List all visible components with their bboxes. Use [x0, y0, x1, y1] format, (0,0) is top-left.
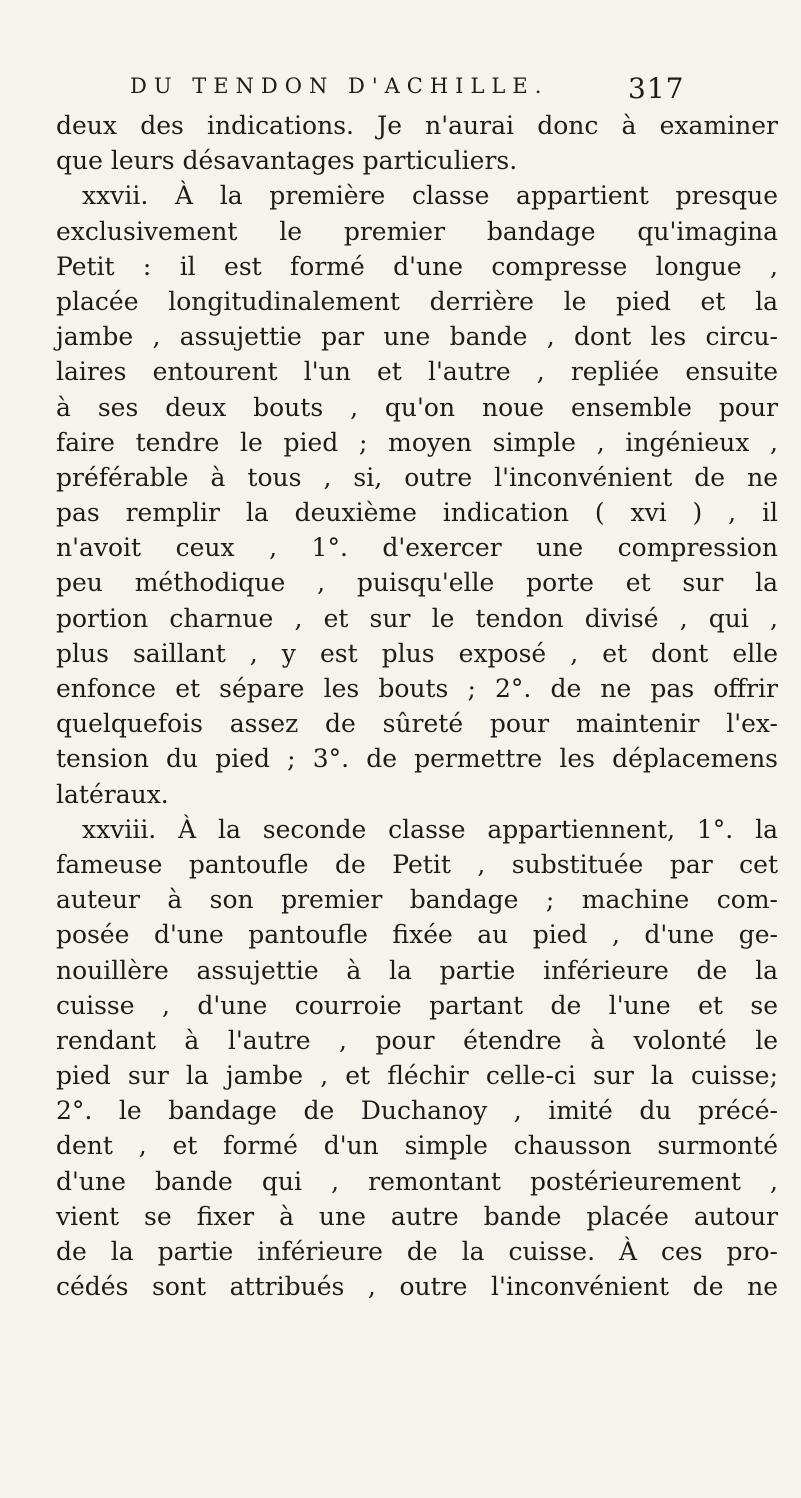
text-line: cuisse , d'une courroie partant de l'une et se	[56, 990, 778, 1020]
text-line: faire tendre le pied ; moyen simple , ingénieux ,	[56, 427, 778, 457]
text-line: jambe , assujettie par une bande , dont les circu-	[56, 322, 778, 352]
text-line: posée d'une pantoufle fixée au pied , d'une ge-	[56, 920, 778, 950]
text-line: 2°. le bandage de Duchanoy , imité du précé-	[56, 1096, 778, 1126]
text-line: exclusivement le premier bandage qu'imagina	[56, 216, 778, 246]
text-line: Petit : il est formé d'une compresse longue ,	[56, 251, 778, 281]
page-number: 317	[628, 72, 685, 105]
text-line: tension du pied ; 3°. de permettre les déplacemens	[56, 744, 778, 774]
text-line: préférable à tous , si, outre l'inconvénient de ne	[56, 462, 778, 492]
text-line: xxvii. À la première classe appartient presque	[82, 181, 778, 211]
text-line: xxviii. À la seconde classe appartiennent, 1°. la	[82, 814, 778, 844]
text-line: auteur à son premier bandage ; machine com-	[56, 885, 778, 915]
text-line: cédés sont attribués , outre l'inconvénient de ne	[56, 1272, 778, 1302]
text-line: rendant à l'autre , pour étendre à volonté le	[56, 1025, 778, 1055]
text-line: quelquefois assez de sûreté pour maintenir l'ex-	[56, 709, 778, 739]
text-line: peu méthodique , puisqu'elle porte et sur la	[56, 568, 778, 598]
text-line: vient se fixer à une autre bande placée autour	[56, 1201, 778, 1231]
running-title: DU TENDON D'ACHILLE.	[130, 74, 549, 98]
text-line: placée longitudinalement derrière le pied et la	[56, 286, 778, 316]
text-line: portion charnue , et sur le tendon divisé , qui ,	[56, 603, 778, 633]
text-line: deux des indications. Je n'aurai donc à examiner	[56, 111, 778, 140]
text-line: à ses deux bouts , qu'on noue ensemble pour	[56, 392, 778, 422]
text-line: n'avoit ceux , 1°. d'exercer une compression	[56, 533, 778, 563]
text-line: fameuse pantoufle de Petit , substituée par cet	[56, 849, 778, 879]
text-line: que leurs désavantages particuliers.	[56, 146, 518, 176]
body-text	[56, 108, 778, 1304]
text-line: pas remplir la deuxième indication ( xvi ) , il	[56, 498, 778, 528]
text-line: plus saillant , y est plus exposé , et dont elle	[56, 638, 778, 668]
text-line: dent , et formé d'un simple chausson surmonté	[56, 1131, 778, 1161]
text-line: pied sur la jambe , et fléchir celle-ci sur la cuisse;	[56, 1061, 778, 1091]
text-line: laires entourent l'un et l'autre , repliée ensuite	[56, 357, 778, 387]
text-line: nouillère assujettie à la partie inférieure de la	[56, 955, 778, 985]
text-line: enfonce et sépare les bouts ; 2°. de ne pas offrir	[56, 674, 778, 703]
text-line: d'une bande qui , remontant postérieurement ,	[56, 1166, 778, 1196]
text-line: latéraux.	[56, 779, 169, 809]
text-line: de la partie inférieure de la cuisse. À ces pro-	[56, 1237, 778, 1266]
